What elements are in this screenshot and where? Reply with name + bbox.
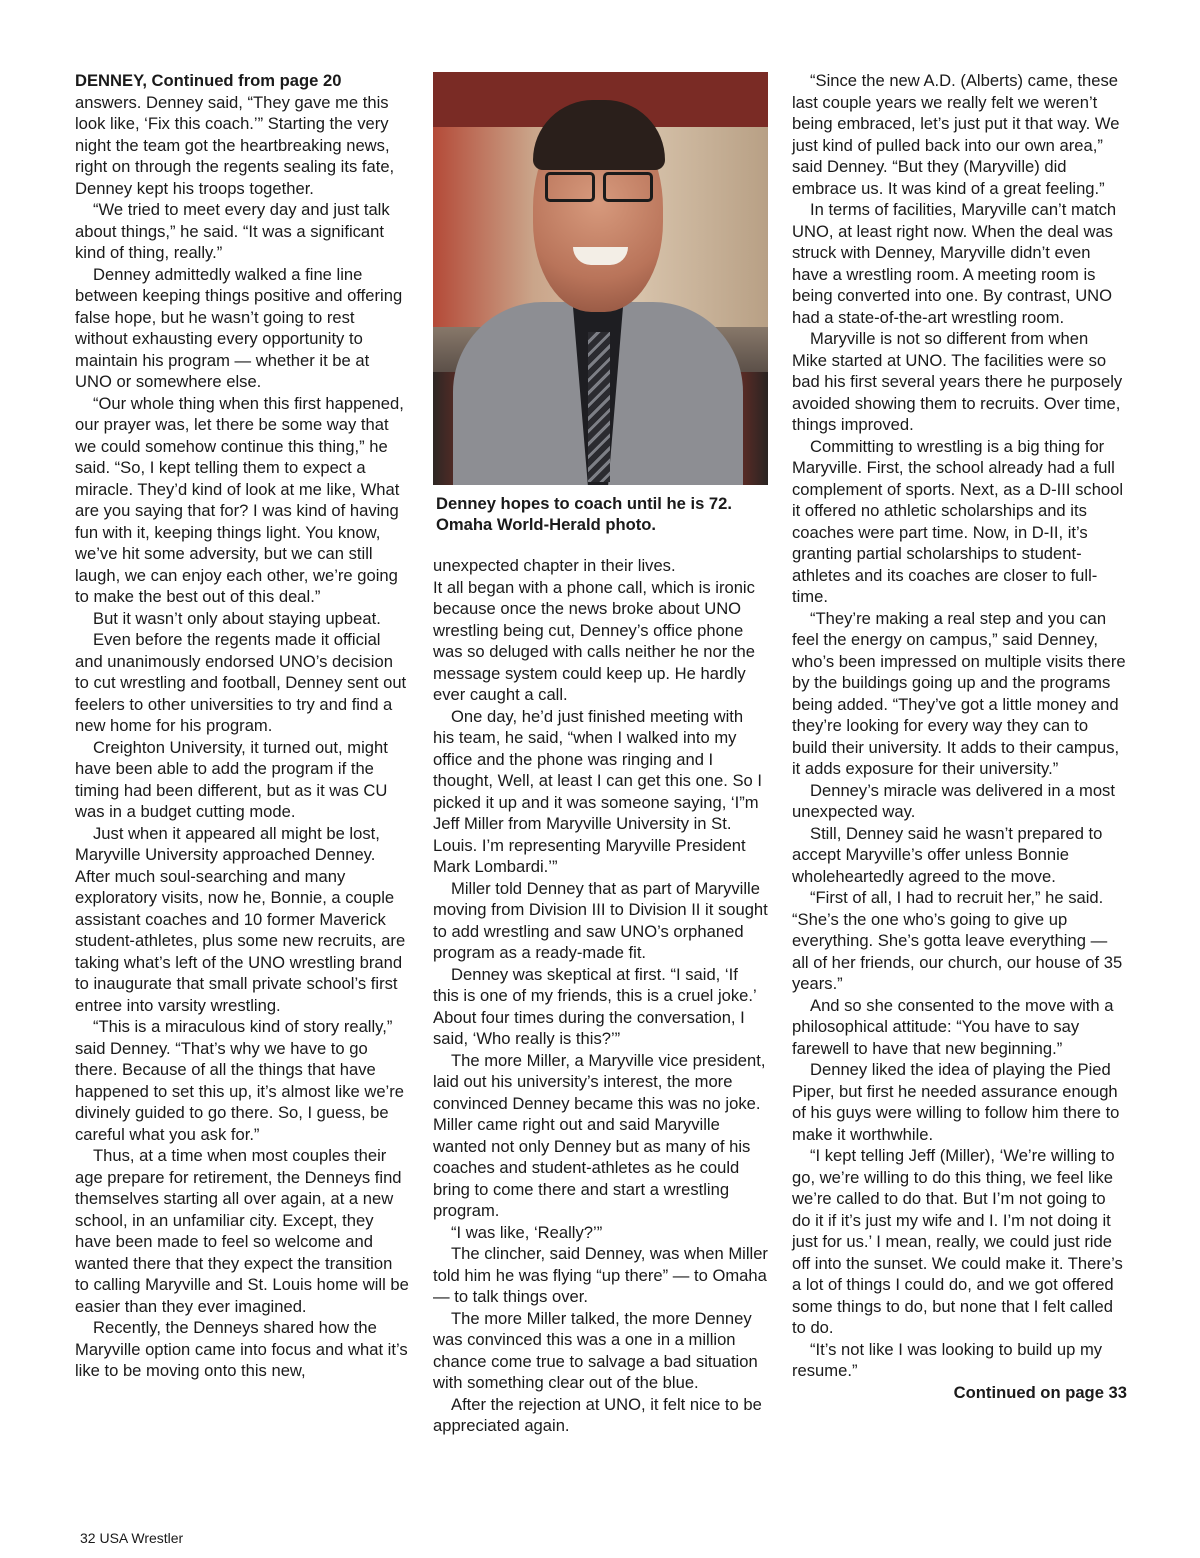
paragraph: Miller told Denney that as part of Maryville moving from Division III to Division II it sought to add wrestling and saw UNO’s orphaned program as a ready-made fit. <box>433 878 768 962</box>
photo-tie <box>588 332 610 482</box>
article-column-2 <box>433 555 768 1437</box>
paragraph: The clincher, said Denney, was when Miller told him he was flying “up there” — to Omaha — to talk things over. <box>433 1244 768 1306</box>
paragraph: But it wasn’t only about staying upbeat. <box>93 608 381 628</box>
paragraph: “We tried to meet every day and just talk about things,” he said. “It was a significant kind of thing, really.” <box>75 200 390 262</box>
paragraph: “This is a miraculous kind of story really,” said Denney. “That’s why we have to go there. Because of all the things that have happened to set this up, it’s almost like we’re divinely guided to go there. So, I guess, be careful what you ask for.” <box>75 1017 404 1144</box>
article-column-1 <box>75 70 410 1382</box>
paragraph: unexpected chapter in their lives. <box>433 556 676 575</box>
paragraph: Even before the regents made it official and unanimously endorsed UNO’s decision to cut wrestling and football, Denney sent out feelers to other universities to try and find a new home for his program. <box>75 630 407 735</box>
paragraph: “They’re making a real step and you can feel the energy on campus,” said Denney, who’s been impressed on multiple visits there by the buildings going up and the programs being added. “They’ve got a little money and they’re looking for every way they can to build their university. It adds to their campus, it adds exposure for their university.” <box>792 608 1126 778</box>
paragraph: Still, Denney said he wasn’t prepared to accept Maryville’s offer unless Bonnie wholeheartedly agreed to the move. <box>792 823 1103 886</box>
paragraph: Denney admittedly walked a fine line between keeping things positive and offering false hope, but he wasn’t going to rest without exhausting every opportunity to maintain his program — whether it be at UNO or somewhere else. <box>75 264 403 391</box>
paragraph: In terms of facilities, Maryville can’t match UNO, at least right now. When the deal was struck with Denney, Maryville didn’t even have a wrestling room. A meeting room is being converted into one. By contrast, UNO had a state-of-the-art wrestling room. <box>792 200 1117 327</box>
paragraph: Thus, at a time when most couples their age prepare for retirement, the Denneys find themselves starting all over again, at a new school, in an unfamiliar city. Except, they have been made to feel so welcome and wanted there that they expect the transition to calling Maryville and St. Louis home will be easier than they ever imagined. <box>75 1146 409 1316</box>
paragraph: answers. Denney said, “They gave me this look like, ‘Fix this coach.’” Starting the very night the team got the heartbreaking news, right on through the regents sealing its fate, Denney kept his troops together. <box>75 92 395 198</box>
photo-caption <box>436 493 771 535</box>
paragraph: Committing to wrestling is a big thing for Maryville. First, the school already had a full complement of sports. Next, as a D-III school it offered no athletic scholarships and its coaches were part time. Now, in D-II, it’s granting partial scholarships to student-athletes and its coaches are closer to full-time. <box>792 436 1124 606</box>
article-column-3 <box>792 70 1127 1403</box>
paragraph: Maryville is not so different from when Mike started at UNO. The facilities were so bad his first several years there he purposely avoided showing them to recruits. Over time, things improved. <box>792 329 1123 434</box>
page-folio: 32 USA Wrestler <box>80 1530 184 1546</box>
paragraph: Creighton University, it turned out, might have been able to add the program if the timing had been different, but as it was CU was in a budget cutting mode. <box>75 737 388 821</box>
paragraph: Just when it appeared all might be lost, Maryville University approached Denney. After much soul-searching and many exploratory visits, now he, Bonnie, a couple assistant coaches and 10 former Maverick student-athletes, plus some new recruits, are taking what’s left of the UNO wrestling brand to inaugurate that small private school’s first entree into varsity wrestling. <box>75 823 406 1015</box>
paragraph: And so she consented to the move with a philosophical attitude: “You have to say farewell to have that new beginning.” <box>792 995 1114 1058</box>
jump-from-line: DENNEY, Continued from page 20 <box>75 71 342 90</box>
paragraph: The more Miller talked, the more Denney was convinced this was a one in a million chance come true to salvage a bad situation with something clear out of the blue. <box>433 1308 758 1392</box>
paragraph: “Since the new A.D. (Alberts) came, these last couple years we really felt we weren’t being embraced, let’s just put it that way. We just kind of pulled back into our own area,” said Denney. “But they (Maryville) did embrace us. It was kind of a great feeling.” <box>792 71 1120 198</box>
paragraph: “First of all, I had to recruit her,” he said. “She’s the one who’s going to give up everything. She’s gotta leave everything — all of her friends, our church, our house of 35 years.” <box>792 888 1123 993</box>
jump-to-line: Continued on page 33 <box>953 1382 1127 1402</box>
paragraph: “Our whole thing when this first happened, our prayer was, let there be some way that we could somehow continue this thing,” he said. “So, I kept telling them to expect a miracle. They’d kind of look at me like, What are you saying that for? I was kind of having fun with it, keeping things light. You know, we’ve hit some adversity, but we can still laugh, we can enjoy each other, we’re going to make the best out of this deal.” <box>75 393 404 606</box>
paragraph: “I was like, ‘Really?’” <box>451 1222 603 1242</box>
paragraph: Denney’s miracle was delivered in a most unexpected way. <box>792 780 1115 821</box>
paragraph: It all began with a phone call, which is ironic because once the news broke about UNO wrestling being cut, Denney’s office phone was so deluged with calls neither he nor the message system could keep up. He hardly ever caught a call. <box>433 577 755 704</box>
paragraph: “It’s not like I was looking to build up my resume.” <box>792 1339 1103 1380</box>
paragraph: After the rejection at UNO, it felt nice to be appreciated again. <box>433 1394 762 1435</box>
caption-line-2: Omaha World-Herald photo. <box>436 515 657 534</box>
photo-glasses <box>545 172 653 198</box>
paragraph: The more Miller, a Maryville vice president, laid out his university’s interest, the more convinced Denney became this was no joke. Miller came right out and said Maryville wanted not only Denney but as many of his coaches and student-athletes as he could bring to come there and start a wrestling program. <box>433 1050 766 1220</box>
caption-line-1: Denney hopes to coach until he is 72. <box>436 494 732 513</box>
paragraph: One day, he’d just finished meeting with his team, he said, “when I walked into my office and the phone was ringing and I thought, Well, at least I can get this one. So I picked it up and it was someone saying, ‘I”m Jeff Miller from Maryville University in St. Louis. I’m representing Maryville President Mark Lombardi.’” <box>433 706 762 876</box>
paragraph: “I kept telling Jeff (Miller), ‘We’re willing to go, we’re willing to do this thing, we feel like we’re called to do that. But I’m not going to do it if it’s just my wife and I. I’m not doing it just for us.’ I mean, really, we could just ride off into the sunset. We could make it. There’s a lot of things I could do, and we got offered some things to do, but none that I felt called to do. <box>792 1146 1123 1337</box>
denney-portrait-photo <box>433 72 768 485</box>
paragraph: Denney liked the idea of playing the Pied Piper, but first he needed assurance enough of his guys were willing to follow him there to make it worthwhile. <box>792 1060 1120 1144</box>
paragraph: Denney was skeptical at first. “I said, ‘If this is one of my friends, this is a cruel joke.’ About four times during the conversation, I said, ‘Who really is this?’” <box>433 964 757 1048</box>
paragraph: Recently, the Denneys shared how the Maryville option came into focus and what it’s like to be moving onto this new, <box>75 1318 408 1380</box>
